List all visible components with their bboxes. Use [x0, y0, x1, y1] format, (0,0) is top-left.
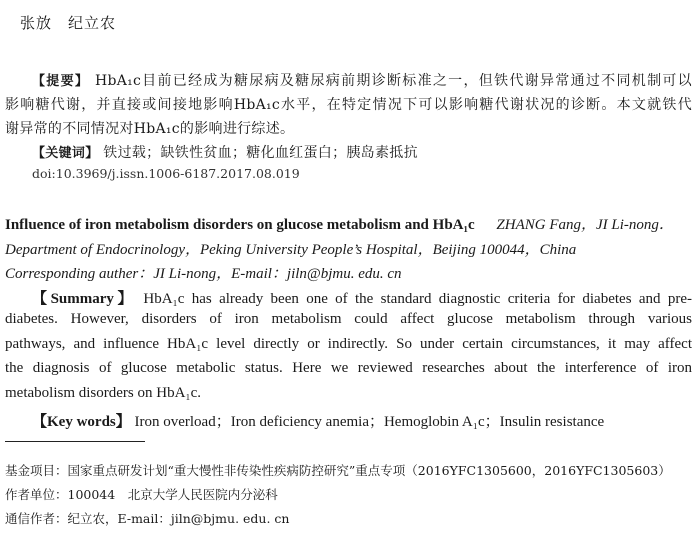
abstract-cn-line-2: 影响糖代谢，并直接或间接地影响HbA₁c水平，在特定情况下可以影响糖代谢状况的诊断。本文就铁代: [5, 97, 692, 113]
summary-text-1: HbA₁c has already been one of the standard diagnostic criteria for diabetes and pre-: [143, 291, 692, 307]
footnote-divider: [5, 441, 145, 442]
abstract-cn-line-1: [32, 70, 692, 90]
footnote-funding: 基金项目：国家重点研发计划“重大慢性非传染性疾病防控研究”重点专项（2016YFC1305600，2016YFC1305603）: [5, 463, 671, 478]
en-affiliation: Department of Endocrinology，Peking University People’s Hospital，Beijing 100044，China: [5, 242, 577, 258]
doi-link[interactable]: doi:10.3969/j.issn.1006-6187.2017.08.019: [32, 166, 300, 181]
keywords-en-text: Iron overload；Iron deficiency anemia；Hemoglobin A₁c；Insulin resistance: [134, 414, 605, 430]
abstract-cn-label: 【提要】: [32, 74, 90, 89]
author-names: 张放 纪立农: [20, 14, 117, 32]
summary-line-3: pathways, and influence HbA₁c level directly or indirectly. So under certain circumstances, it may affect: [5, 336, 692, 352]
keywords-cn-text: 铁过载；缺铁性贫血；糖化血红蛋白；胰岛素抵抗: [103, 145, 418, 161]
keywords-cn: [32, 142, 692, 162]
summary-line-4: the diagnosis of glucose metabolic status. Here we reviewed researches about the interference of iron: [5, 360, 692, 376]
abstract-cn-text-1: HbA₁c目前已经成为糖尿病及糖尿病前期诊断标准之一，但铁代谢异常通过不同机制可以: [94, 73, 692, 89]
footnote-correspondence: 通信作者：纪立农，E-mail：jiln@bjmu. edu. cn: [5, 511, 290, 526]
summary-line-5: metabolism disorders on HbA₁c.: [5, 385, 202, 401]
en-authors: ZHANG Fang，JI Li-nong．: [496, 217, 674, 233]
footnote-affiliation: 作者单位：100044 北京大学人民医院内分泌科: [5, 487, 278, 502]
en-title: Influence of iron metabolism disorders on glucose metabolism and HbA₁c: [5, 217, 475, 233]
keywords-en: [32, 410, 692, 431]
abstract-cn-line-3: 谢异常的不同情况对HbA₁c的影响进行综述。: [5, 121, 295, 137]
summary-line-1: [32, 287, 692, 308]
keywords-cn-label: 【关键词】: [32, 146, 99, 161]
summary-label: 【Summary】: [32, 291, 137, 307]
en-corresponding: Corresponding auther：JI Li-nong，E-mail：jiln@bjmu. edu. cn: [5, 266, 402, 282]
en-title-line: [5, 213, 692, 234]
summary-line-2: diabetes. However, disorders of iron metabolism could affect glucose metabolism through various: [5, 311, 692, 327]
keywords-en-label: 【Key words】: [32, 414, 131, 430]
